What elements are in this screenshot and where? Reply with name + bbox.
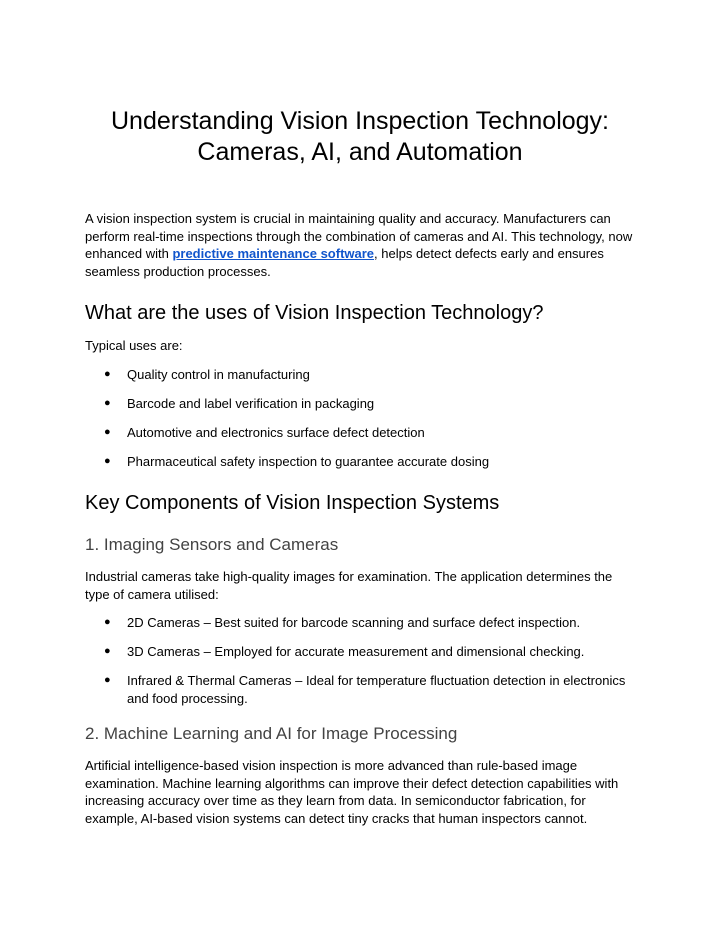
list-item-text: 3D Cameras – Employed for accurate measurement and dimensional checking. [127, 644, 585, 659]
section-2-heading: 2. Machine Learning and AI for Image Processing [85, 724, 458, 743]
predictive-maintenance-link[interactable]: predictive maintenance software [172, 246, 375, 262]
list-item-text: Infrared & Thermal Cameras – Ideal for temperature fluctuation detection in electronics and food processing. [127, 673, 626, 706]
intro-text-after: , helps detect defects early and ensures seamless production processes. [85, 246, 604, 280]
list-item [85, 614, 645, 632]
section-1-heading: 1. Imaging Sensors and Cameras [85, 535, 339, 554]
intro-paragraph [85, 210, 640, 281]
bullet-icon: ● [104, 426, 111, 438]
list-item-text: Automotive and electronics surface defect detection [127, 425, 425, 440]
list-item [85, 672, 645, 707]
page-title [60, 106, 660, 168]
bullet-icon: ● [104, 455, 111, 467]
list-item-text: Pharmaceutical safety inspection to guarantee accurate dosing [127, 454, 490, 469]
components-heading: Key Components of Vision Inspection Systems [85, 492, 500, 514]
bullet-icon: ● [104, 645, 111, 657]
list-item [85, 424, 645, 442]
section-2-paragraph: Artificial intelligence-based vision inspection is more advanced than rule-based image examination. Machine learning algorithms can improve their defect detection capabilities with increasing accuracy over time as they learn from data. In semiconductor fabrication, for example, AI-based vision systems can detect tiny cracks that human inspectors cannot. [85, 758, 619, 827]
title-line-2: Cameras, AI, and Automation [197, 138, 523, 166]
title-line-1: Understanding Vision Inspection Technology: [110, 107, 610, 135]
list-item [85, 395, 645, 413]
list-item [85, 453, 645, 471]
list-item [85, 643, 645, 661]
list-item [85, 366, 645, 384]
bullet-icon: ● [104, 616, 111, 628]
intro-text-before: A vision inspection system is crucial in maintaining quality and accuracy. Manufacturers can perform real-time inspections through the combination of cameras and AI. This technology, now enhanced with [85, 211, 633, 262]
uses-intro: Typical uses are: [85, 338, 183, 353]
list-item-text: 2D Cameras – Best suited for barcode scanning and surface defect inspection. [127, 615, 581, 630]
section-1-paragraph: Industrial cameras take high-quality images for examination. The application determines the type of camera utilised: [85, 569, 613, 602]
bullet-icon: ● [104, 674, 111, 686]
bullet-icon: ● [104, 368, 111, 380]
uses-heading: What are the uses of Vision Inspection Technology? [85, 302, 544, 324]
bullet-icon: ● [104, 397, 111, 409]
uses-list [85, 366, 645, 471]
camera-types-list [85, 614, 645, 707]
list-item-text: Barcode and label verification in packaging [127, 396, 375, 411]
list-item-text: Quality control in manufacturing [127, 367, 310, 382]
